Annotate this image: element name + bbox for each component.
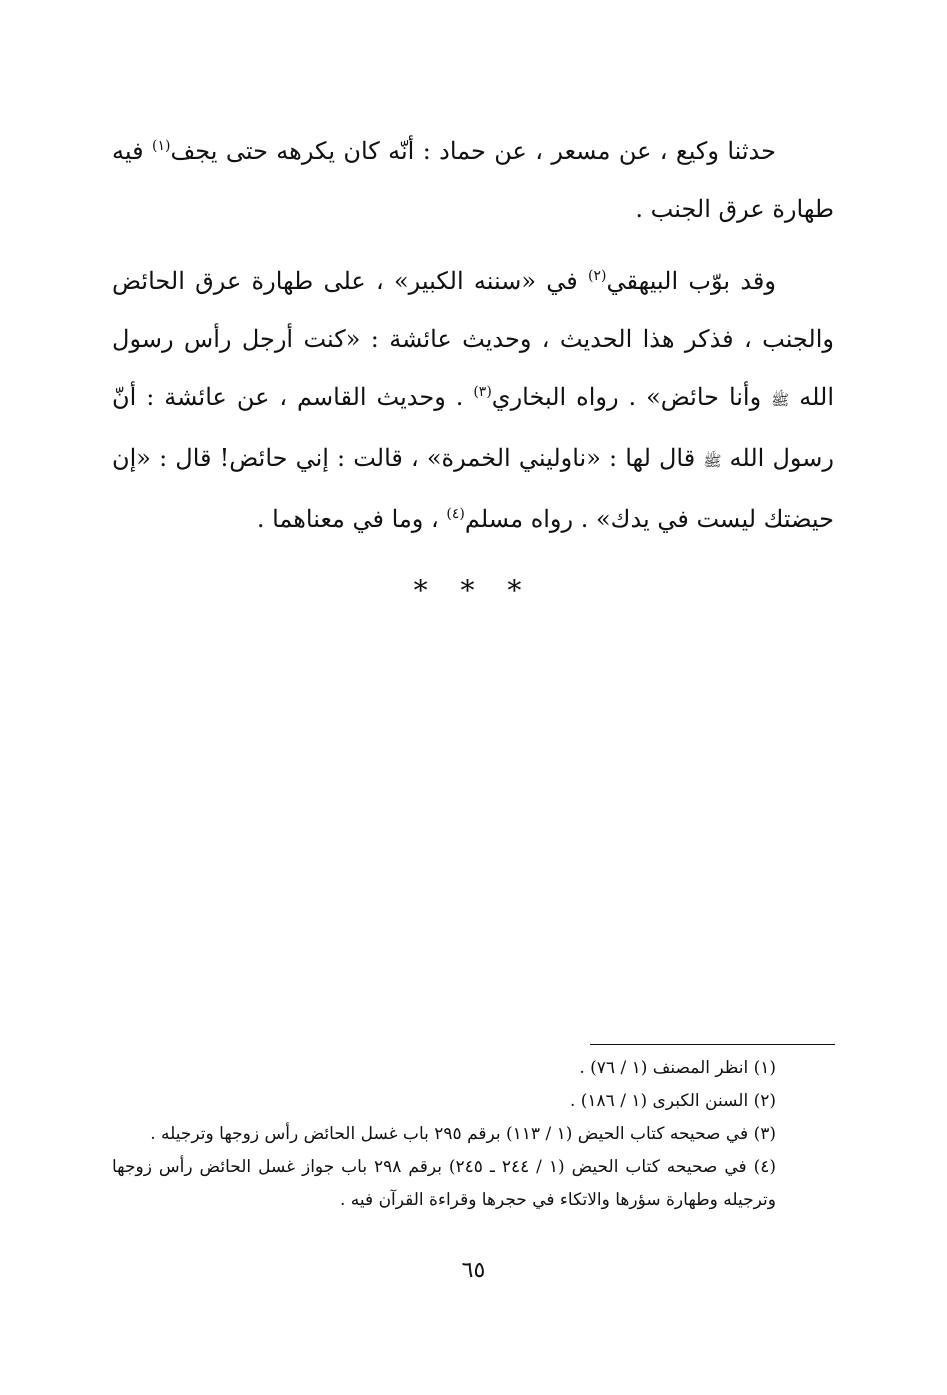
text-run: وقد بوّب البيهقي	[606, 267, 776, 295]
footnote-ref-4[interactable]: (٤)	[446, 506, 465, 522]
section-separator: * * *	[413, 574, 534, 607]
footnote-ref-3[interactable]: (٣)	[473, 384, 492, 400]
footnote-divider	[590, 1044, 835, 1045]
text-run: فيه طهارة عرق الجنب .	[112, 137, 834, 223]
salutation-glyph: ﷺ	[703, 452, 722, 470]
text-run: . وحديث القاسم ، عن عائشة : أنّ رسول الله	[112, 383, 834, 472]
text-run: حدثنا وكيع ، عن مسعر ، عن حماد : أنّه كان يكرهه حتى يجف	[170, 137, 776, 165]
footnote-4: (٤) في صحيحه كتاب الحيض (١ / ٢٤٤ ـ ٢٤٥) برقم ٢٩٨ باب جواز غسل الحائض رأس زوجها وترجيله وطهارة سؤرها والاتكاء في حجرها وقراءة القرآن فيه .	[112, 1157, 776, 1210]
page-number: ٦٥	[461, 1258, 486, 1283]
paragraph-2	[112, 252, 834, 548]
text-run: ، وما في معناهما .	[256, 505, 447, 533]
footnote-3: (٣) في صحيحه كتاب الحيض (١ / ١١٣) برقم ٢٩٥ باب غسل الحائض رأس زوجها وترجيله .	[150, 1124, 776, 1144]
footnote-ref-2[interactable]: (٢)	[588, 268, 607, 284]
footnote-2: (٢) السنن الكبرى (١ / ١٨٦) .	[569, 1091, 776, 1111]
text-run: وأنا حائض» . رواه البخاري	[491, 383, 772, 411]
main-text	[112, 122, 834, 548]
footnote-ref-1[interactable]: (١)	[151, 138, 171, 154]
salutation-glyph: ﷺ	[771, 391, 790, 409]
text-run: في «سننه الكبير» ، على طهارة عرق الحائض والجنب ، فذكر هذا الحديث ، وحديث عائشة : «كنت أرجل رأس رسول الله	[112, 267, 835, 411]
footnotes	[112, 1052, 834, 1217]
footnote-1: (١) انظر المصنف (١ / ٧٦) .	[579, 1058, 776, 1078]
text-run: قال لها : «ناوليني الخمرة» ، قالت : إني حائض! قال : «إن حيضتك ليست في يدك» . رواه مسلم	[112, 444, 834, 533]
paragraph-1	[112, 122, 834, 238]
